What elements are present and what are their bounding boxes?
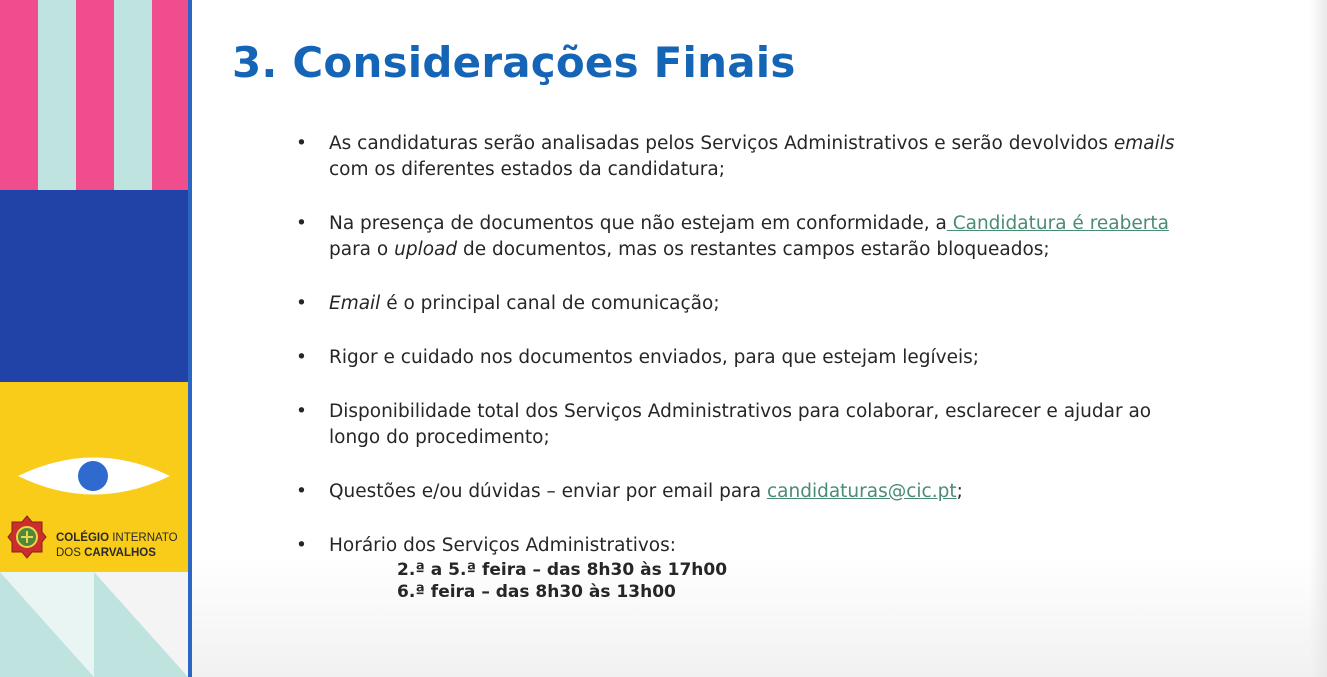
bullet-dot: • <box>296 133 307 154</box>
navy-block <box>0 190 188 382</box>
list-item <box>296 211 1196 263</box>
bullet-text: ; <box>956 481 963 502</box>
bullet-text-italic: emails <box>1113 133 1175 154</box>
stripe <box>114 0 152 190</box>
bullet-text: Disponibilidade total dos Serviços Administrativos para colaborar, esclarecer e ajudar ao <box>329 401 1152 422</box>
list-item <box>296 533 1196 603</box>
bullet-dot: • <box>296 213 307 234</box>
logo-text <box>56 531 178 561</box>
list-item <box>296 399 1196 451</box>
slide-edge-shadow <box>1309 0 1327 677</box>
list-item <box>296 291 1196 317</box>
schedule-line: 6.ª feira – das 8h30 às 13h00 <box>397 582 676 602</box>
crest-icon <box>6 514 48 560</box>
logo-word: DOS <box>56 547 85 559</box>
list-item <box>296 345 1196 371</box>
stripe <box>76 0 114 190</box>
bullet-dot: • <box>296 293 307 314</box>
logo-word: INTERNATO <box>109 532 178 544</box>
bullet-dot: • <box>296 347 307 368</box>
bullet-text-italic: Email <box>329 293 381 314</box>
stripe <box>38 0 76 190</box>
bullet-dot: • <box>296 401 307 422</box>
school-logo <box>6 514 188 562</box>
bullet-dot: • <box>296 481 307 502</box>
bullet-text: é o principal canal de comunicação; <box>380 293 720 314</box>
bullet-text: longo do procedimento; <box>329 427 550 448</box>
candidatura-link[interactable]: Candidatura é reaberta <box>946 213 1169 234</box>
slide-title: 3. Considerações Finais <box>232 38 796 87</box>
stripe <box>0 0 38 190</box>
email-link[interactable]: candidaturas@cic.pt <box>766 481 957 502</box>
eye-icon <box>16 453 172 499</box>
bullet-dot: • <box>296 535 307 556</box>
bullet-list <box>296 131 1196 603</box>
triangle-pattern <box>0 572 188 677</box>
list-item <box>296 131 1196 183</box>
bullet-text: As candidaturas serão analisadas pelos Serviços Administrativos e serão devolvidos <box>329 133 1114 154</box>
bullet-text: Questões e/ou dúvidas – enviar por email para <box>329 481 767 502</box>
list-item <box>296 479 1196 505</box>
bullet-text: de documentos, mas os restantes campos estarão bloqueados; <box>457 239 1050 260</box>
bullet-text: Horário dos Serviços Administrativos: <box>329 535 676 556</box>
bullet-text-italic: upload <box>394 239 458 260</box>
bullet-text: Rigor e cuidado nos documentos enviados, para que estejam legíveis; <box>329 347 980 368</box>
logo-word: CARVALHOS <box>84 547 156 559</box>
decorative-sidebar <box>0 0 188 677</box>
stripe <box>152 0 188 190</box>
bullet-text: Na presença de documentos que não estejam em conformidade, a <box>329 213 947 234</box>
logo-word: COLÉGIO <box>56 532 110 544</box>
bullet-text: com os diferentes estados da candidatura; <box>329 159 725 180</box>
schedule-line: 2.ª a 5.ª feira – das 8h30 às 17h00 <box>397 560 728 580</box>
bullet-text: para o <box>329 239 395 260</box>
pink-mint-stripes <box>0 0 188 190</box>
